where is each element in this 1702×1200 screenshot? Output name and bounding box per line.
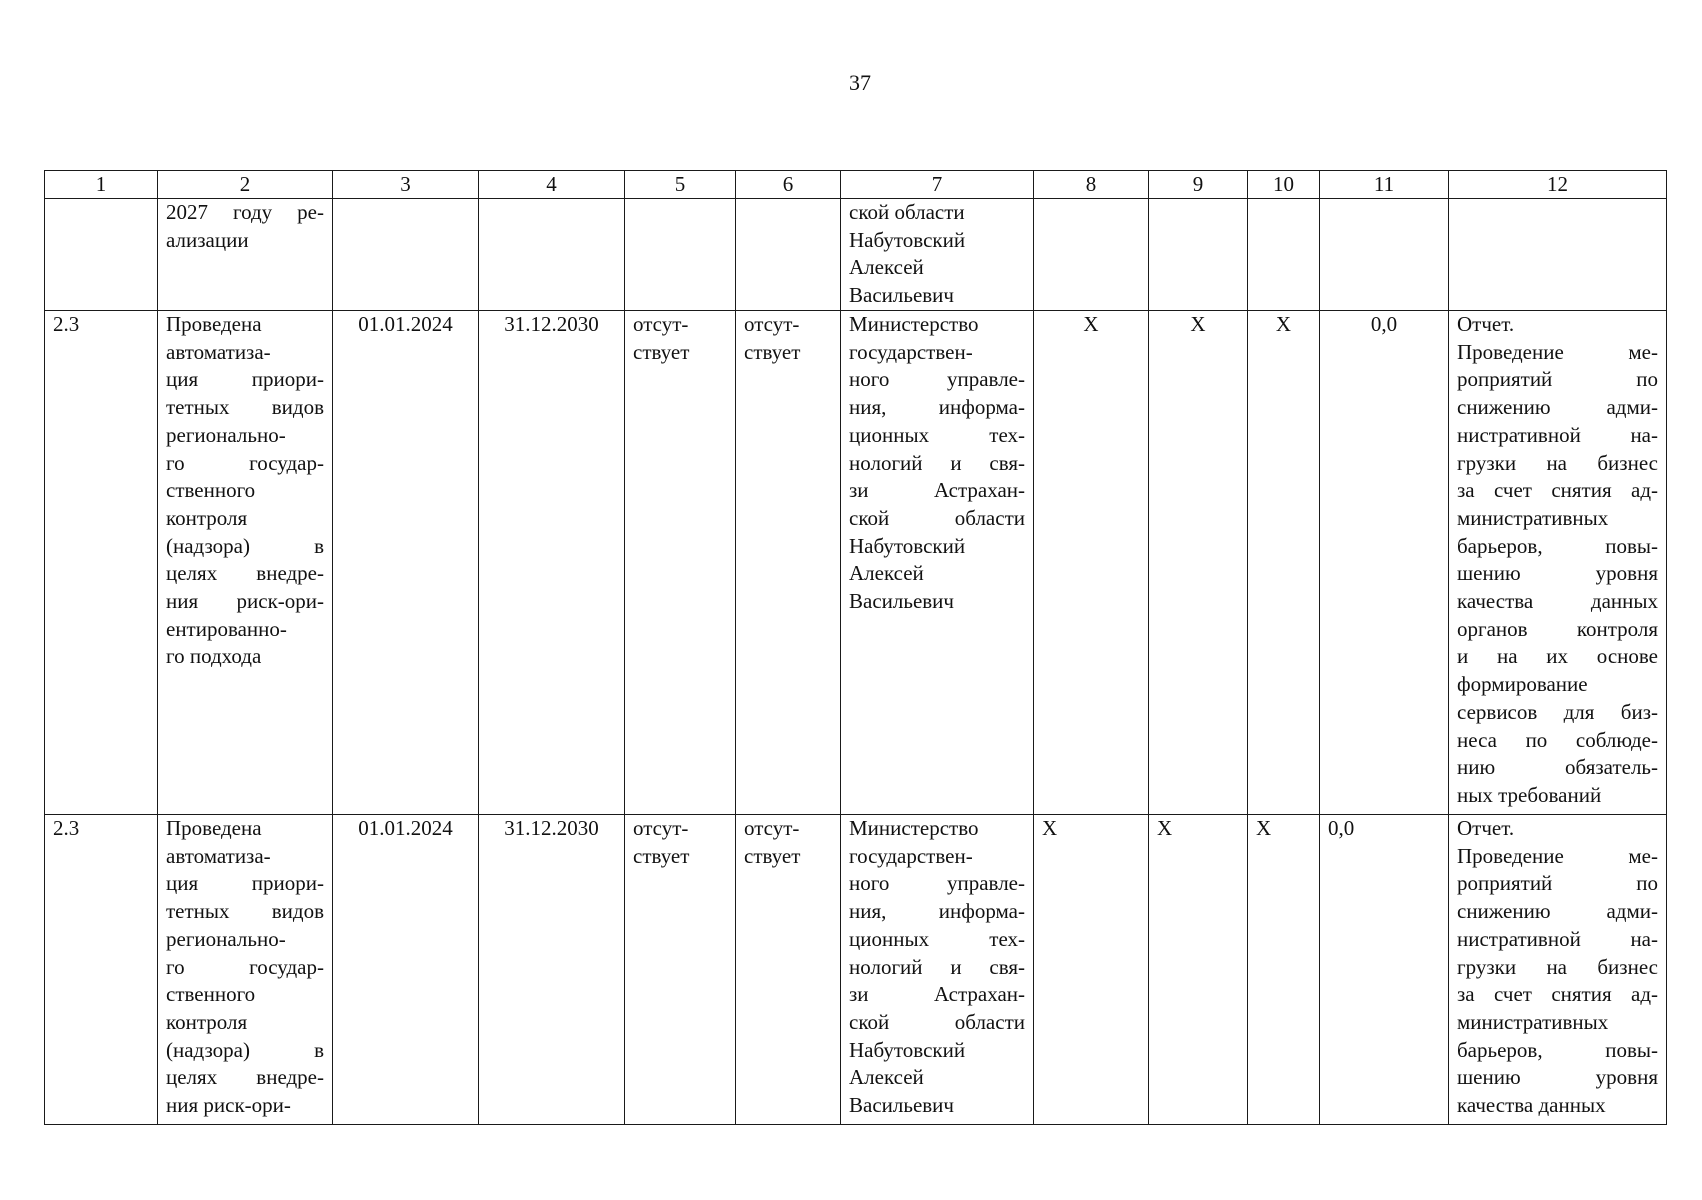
- col6-cell: [736, 815, 841, 1125]
- column-number: 10: [1248, 171, 1320, 199]
- col8-value: X: [1034, 311, 1149, 815]
- col5-text: отсут- ствует: [633, 816, 690, 868]
- column-number: 1: [45, 171, 158, 199]
- column-number: 8: [1034, 171, 1149, 199]
- continuation-row: [45, 199, 1667, 311]
- row-number: 2.3: [45, 311, 158, 815]
- result-cell: [158, 199, 333, 311]
- table-cell: [1149, 199, 1248, 311]
- table-row: [45, 311, 1667, 815]
- result-cell: [158, 311, 333, 815]
- program-table: [44, 170, 1667, 1125]
- table-cell: [736, 199, 841, 311]
- responsible-text: ской области Набутовский Алексей Васильевич: [849, 200, 966, 308]
- col6-cell: [736, 311, 841, 815]
- column-number: 7: [841, 171, 1034, 199]
- result-cell: [158, 815, 333, 1125]
- column-number: 6: [736, 171, 841, 199]
- info-text: Отчет. Проведение ме- роприятий по снижению адми- нистративной на- грузки на бизнес за счет снятия ад- министративных барьеров, повы- шению уровня качества данных: [1457, 816, 1658, 1118]
- col6-text: отсут- ствует: [744, 312, 801, 364]
- column-number: 5: [625, 171, 736, 199]
- row-number: 2.3: [45, 815, 158, 1125]
- col9-value: X: [1149, 815, 1248, 1125]
- responsible-text: Министерство государствен- ного управле- ния, информа- ционных тех- нологий и свя- зи Астрахан- ской области Набутовский Алексей Васильевич: [849, 816, 1025, 1118]
- start-date: 01.01.2024: [333, 311, 479, 815]
- col11-value: 0,0: [1320, 815, 1449, 1125]
- responsible-text: Министерство государствен- ного управле- ния, информа- ционных тех- нологий и свя- зи Астрахан- ской области Набутовский Алексей Васильевич: [849, 312, 1025, 614]
- result-text: 2027 году ре- ализации: [166, 200, 324, 252]
- result-text: Проведена автоматиза- ция приори- тетных видов регионально- го государ- ственного контроля (надзора) в целях внедре- ния риск-ори-: [166, 816, 324, 1118]
- column-number: 9: [1149, 171, 1248, 199]
- responsible-cell: [841, 311, 1034, 815]
- col5-cell: [625, 311, 736, 815]
- col5-cell: [625, 815, 736, 1125]
- col10-value: X: [1248, 815, 1320, 1125]
- info-cell: [1449, 815, 1667, 1125]
- table-cell: [1449, 199, 1667, 311]
- table-row: [45, 815, 1667, 1125]
- table-cell: [45, 199, 158, 311]
- info-cell: [1449, 311, 1667, 815]
- col10-value: X: [1248, 311, 1320, 815]
- table-cell: [333, 199, 479, 311]
- table-cell: [1034, 199, 1149, 311]
- table-cell: [1320, 199, 1449, 311]
- column-number: 2: [158, 171, 333, 199]
- start-date: 01.01.2024: [333, 815, 479, 1125]
- column-number: 11: [1320, 171, 1449, 199]
- col11-value: 0,0: [1320, 311, 1449, 815]
- responsible-cell: [841, 199, 1034, 311]
- result-text: Проведена автоматиза- ция приори- тетных видов регионально- го государ- ственного контроля (надзора) в целях внедре- ния риск-ори- ентированно- го подхода: [166, 312, 324, 669]
- col6-text: отсут- ствует: [744, 816, 801, 868]
- col8-value: X: [1034, 815, 1149, 1125]
- column-number: 12: [1449, 171, 1667, 199]
- col9-value: X: [1149, 311, 1248, 815]
- info-text: Отчет. Проведение ме- роприятий по снижению адми- нистративной на- грузки на бизнес за счет снятия ад- министративных барьеров, повы- шению уровня качества данных органов контроля и на их основе формирование сервисов для биз- неса по соблюде- нию обязатель- ных требований: [1457, 312, 1658, 807]
- column-number-row: [45, 171, 1667, 199]
- table-cell: [479, 199, 625, 311]
- page-number: 37: [849, 70, 871, 95]
- col5-text: отсут- ствует: [633, 312, 690, 364]
- table-cell: [1248, 199, 1320, 311]
- end-date: 31.12.2030: [479, 311, 625, 815]
- responsible-cell: [841, 815, 1034, 1125]
- column-number: 3: [333, 171, 479, 199]
- end-date: 31.12.2030: [479, 815, 625, 1125]
- column-number: 4: [479, 171, 625, 199]
- table-cell: [625, 199, 736, 311]
